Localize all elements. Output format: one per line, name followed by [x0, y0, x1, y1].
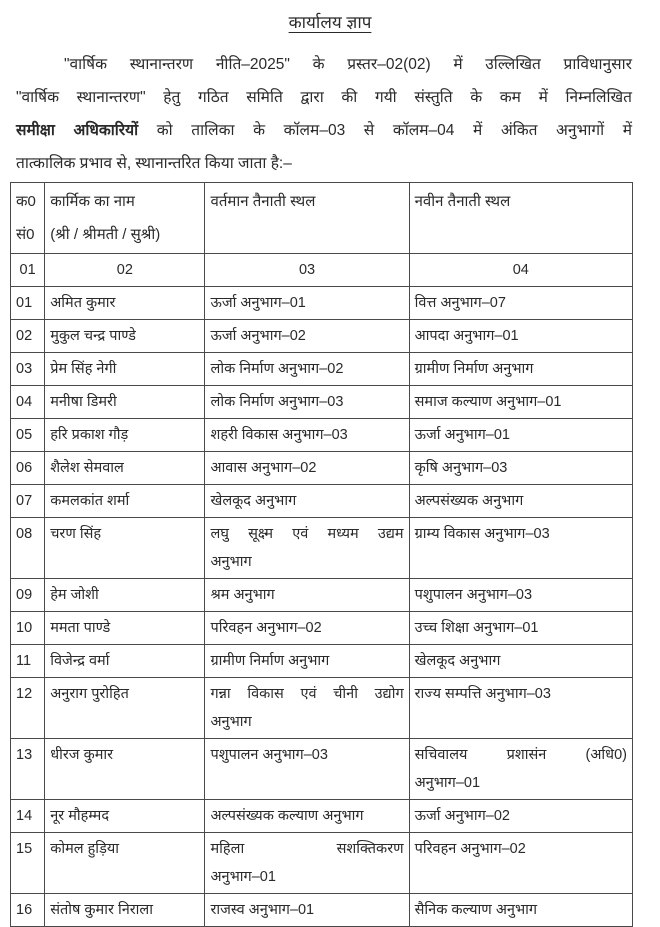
- serial-cell: 10: [11, 612, 45, 645]
- table-row: [11, 894, 633, 927]
- name-cell: अनुराग पुरोहित: [45, 678, 205, 739]
- current-posting-cell-line: आवास अनुभाग–02: [210, 460, 317, 476]
- table-header-row: [11, 183, 633, 254]
- new-posting-cell-line: खेलकूद अनुभाग: [414, 653, 501, 669]
- intro-paragraph: [16, 48, 632, 180]
- table-row: [11, 419, 633, 452]
- header-current-posting: वर्तमान तैनाती स्थल: [205, 183, 409, 254]
- current-posting-cell-line: लघु सूक्ष्म एवं मध्यम उद्यम: [210, 526, 404, 542]
- new-posting-cell-line: अल्पसंख्यक अनुभाग: [414, 493, 524, 509]
- serial-cell: 03: [11, 353, 45, 386]
- table-row: [11, 800, 633, 833]
- current-posting-cell-line: पशुपालन अनुभाग–03: [210, 747, 328, 763]
- current-posting-cell: [205, 419, 409, 452]
- serial-cell: 02: [11, 320, 45, 353]
- name-cell: मनीषा डिमरी: [45, 386, 205, 419]
- new-posting-cell: [409, 678, 632, 739]
- name-cell: प्रेम सिंह नेगी: [45, 353, 205, 386]
- current-posting-cell-line: राजस्व अनुभाग–01: [210, 902, 315, 918]
- current-posting-cell-line: ऊर्जा अनुभाग–01: [210, 295, 306, 311]
- new-posting-cell-line: ऊर्जा अनुभाग–01: [414, 427, 510, 443]
- new-posting-cell: [409, 739, 632, 800]
- name-cell: संतोष कुमार निराला: [45, 894, 205, 927]
- current-posting-cell: [205, 386, 409, 419]
- new-posting-cell-line: ग्रामीण निर्माण अनुभाग: [414, 361, 534, 377]
- serial-cell: 14: [11, 800, 45, 833]
- name-cell: नूर मौहम्मद: [45, 800, 205, 833]
- new-posting-cell-line: उच्च शिक्षा अनुभाग–01: [414, 620, 539, 636]
- table-row: [11, 485, 633, 518]
- current-posting-cell: [205, 518, 409, 579]
- current-posting-cell-line: ऊर्जा अनुभाग–02: [210, 328, 306, 344]
- current-posting-cell: [205, 287, 409, 320]
- new-posting-cell: [409, 320, 632, 353]
- column-number-04: 04: [409, 254, 632, 287]
- serial-cell: 01: [11, 287, 45, 320]
- current-posting-cell: [205, 320, 409, 353]
- new-posting-cell-line: परिवहन अनुभाग–02: [414, 841, 526, 857]
- new-posting-cell: [409, 287, 632, 320]
- serial-cell: 16: [11, 894, 45, 927]
- table-row: [11, 287, 633, 320]
- header-serial-line-1: क0: [16, 193, 36, 210]
- table-row: [11, 452, 633, 485]
- current-posting-cell-line: लोक निर्माण अनुभाग–03: [210, 394, 344, 410]
- table-row: [11, 645, 633, 678]
- paragraph-line-1: "वार्षिक स्थानान्तरण नीति–2025" के प्रस्तर–02(02) में उल्लिखित प्राविधानुसार: [64, 56, 632, 73]
- name-cell: हेम जोशी: [45, 579, 205, 612]
- serial-cell: 12: [11, 678, 45, 739]
- serial-cell: 08: [11, 518, 45, 579]
- paragraph-line-3-rest: को तालिका के कॉलम–03 से कॉलम–04 में अंकित अनुभागों में: [138, 122, 632, 139]
- new-posting-cell: [409, 386, 632, 419]
- name-cell: शैलेश सेमवाल: [45, 452, 205, 485]
- paragraph-line-4: तात्कालिक प्रभाव से, स्थानान्तरित किया जाता है:–: [16, 155, 292, 172]
- header-new-posting: नवीन तैनाती स्थल: [409, 183, 632, 254]
- new-posting-cell-line: वित्त अनुभाग–07: [414, 295, 506, 311]
- current-posting-cell: [205, 833, 409, 894]
- new-posting-cell: [409, 353, 632, 386]
- serial-cell: 11: [11, 645, 45, 678]
- name-cell: धीरज कुमार: [45, 739, 205, 800]
- header-name-line-2: (श्री / श्रीमती / सुश्री): [50, 226, 161, 243]
- current-posting-cell-line: अनुभाग: [210, 714, 252, 730]
- document-title: [0, 10, 660, 33]
- serial-cell: 04: [11, 386, 45, 419]
- current-posting-cell-line: परिवहन अनुभाग–02: [210, 620, 322, 636]
- column-number-01: 01: [11, 254, 45, 287]
- name-cell: कमलकांत शर्मा: [45, 485, 205, 518]
- new-posting-cell: [409, 833, 632, 894]
- table-row: [11, 612, 633, 645]
- current-posting-cell: [205, 452, 409, 485]
- current-posting-cell: [205, 800, 409, 833]
- transfer-table: [10, 182, 633, 927]
- current-posting-cell-line: ग्रामीण निर्माण अनुभाग: [210, 653, 330, 669]
- name-cell: चरण सिंह: [45, 518, 205, 579]
- document-title-text: कार्यालय ज्ञाप: [288, 13, 372, 32]
- serial-cell: 13: [11, 739, 45, 800]
- new-posting-cell-line: ऊर्जा अनुभाग–02: [414, 808, 510, 824]
- paragraph-line-3: [16, 114, 632, 147]
- column-number-02: 02: [45, 254, 205, 287]
- current-posting-cell-line: गन्ना विकास एवं चीनी उद्योग: [210, 686, 404, 702]
- new-posting-cell: [409, 894, 632, 927]
- current-posting-cell-line: लोक निर्माण अनुभाग–02: [210, 361, 344, 377]
- current-posting-cell-line: शहरी विकास अनुभाग–03: [210, 427, 348, 443]
- current-posting-cell-line: महिला सशक्तिकरण: [210, 841, 404, 857]
- current-posting-cell: [205, 485, 409, 518]
- new-posting-cell-line: ग्राम्य विकास अनुभाग–03: [414, 526, 550, 542]
- table-row: [11, 579, 633, 612]
- table-row: [11, 739, 633, 800]
- new-posting-cell-line: सैनिक कल्याण अनुभाग: [414, 902, 538, 918]
- current-posting-cell-line: अनुभाग–01: [210, 869, 276, 885]
- current-posting-cell-line: अनुभाग: [210, 554, 252, 570]
- name-cell: हरि प्रकाश गौड़: [45, 419, 205, 452]
- paragraph-line-2: "वार्षिक स्थानान्तरण" हेतु गठित समिति द्वारा की गयी संस्तुति के कम में निम्नलिखित: [16, 89, 632, 106]
- column-number-03: 03: [205, 254, 409, 287]
- table-row: [11, 833, 633, 894]
- new-posting-cell: [409, 645, 632, 678]
- new-posting-cell: [409, 518, 632, 579]
- column-number-row: [11, 254, 633, 287]
- new-posting-cell: [409, 579, 632, 612]
- new-posting-cell-line: सचिवालय प्रशासंन (अधि0): [414, 747, 627, 763]
- current-posting-cell-line: श्रम अनुभाग: [210, 587, 275, 603]
- new-posting-cell: [409, 419, 632, 452]
- new-posting-cell-line: समाज कल्याण अनुभाग–01: [414, 394, 562, 410]
- name-cell: कोमल हुड़िया: [45, 833, 205, 894]
- name-cell: मुकुल चन्द्र पाण्डे: [45, 320, 205, 353]
- new-posting-cell-line: राज्य सम्पत्ति अनुभाग–03: [414, 686, 551, 702]
- header-serial: [11, 183, 45, 254]
- name-cell: अमित कुमार: [45, 287, 205, 320]
- paragraph-bold-text: समीक्षा अधिकारियों: [16, 122, 139, 139]
- new-posting-cell: [409, 612, 632, 645]
- new-posting-cell: [409, 452, 632, 485]
- current-posting-cell: [205, 645, 409, 678]
- table-body: [11, 287, 633, 927]
- current-posting-cell: [205, 353, 409, 386]
- table-row: [11, 386, 633, 419]
- header-name: [45, 183, 205, 254]
- serial-cell: 05: [11, 419, 45, 452]
- current-posting-cell: [205, 579, 409, 612]
- new-posting-cell-line: पशुपालन अनुभाग–03: [414, 587, 533, 603]
- table-row: [11, 678, 633, 739]
- current-posting-cell: [205, 678, 409, 739]
- current-posting-cell: [205, 612, 409, 645]
- new-posting-cell-line: कृषि अनुभाग–03: [414, 460, 508, 476]
- name-cell: ममता पाण्डे: [45, 612, 205, 645]
- name-cell: विजेन्द्र वर्मा: [45, 645, 205, 678]
- header-name-line-1: कार्मिक का नाम: [50, 193, 135, 210]
- new-posting-cell: [409, 485, 632, 518]
- table-row: [11, 518, 633, 579]
- new-posting-cell: [409, 800, 632, 833]
- current-posting-cell: [205, 894, 409, 927]
- serial-cell: 15: [11, 833, 45, 894]
- current-posting-cell-line: अल्पसंख्यक कल्याण अनुभाग: [210, 808, 364, 824]
- new-posting-cell-line: आपदा अनुभाग–01: [414, 328, 519, 344]
- serial-cell: 07: [11, 485, 45, 518]
- header-serial-line-2: सं0: [16, 226, 35, 243]
- serial-cell: 06: [11, 452, 45, 485]
- table-row: [11, 320, 633, 353]
- current-posting-cell: [205, 739, 409, 800]
- table-row: [11, 353, 633, 386]
- new-posting-cell-line: अनुभाग–01: [414, 775, 481, 791]
- current-posting-cell-line: खेलकूद अनुभाग: [210, 493, 297, 509]
- serial-cell: 09: [11, 579, 45, 612]
